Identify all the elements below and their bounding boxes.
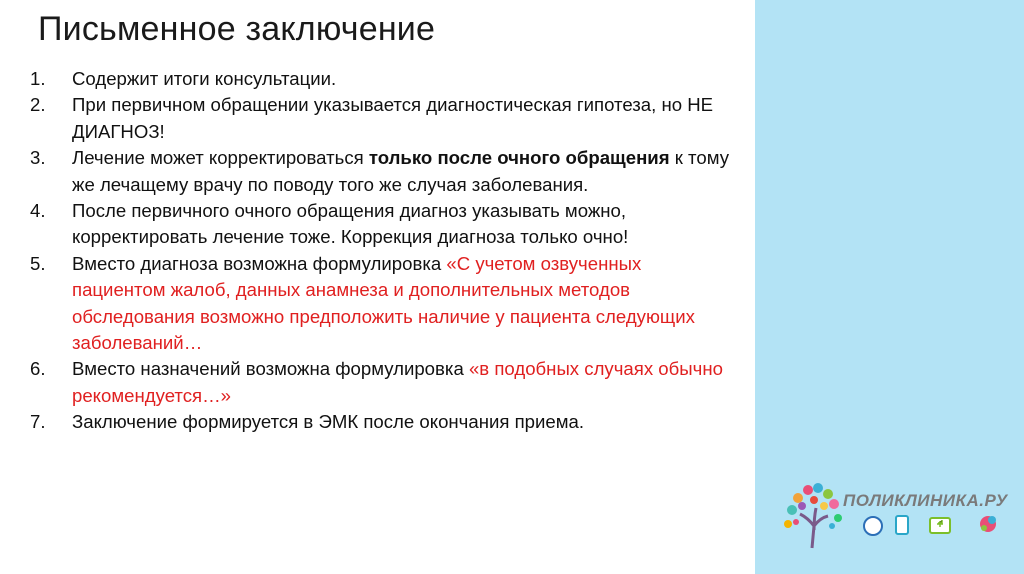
list-item [30, 92, 730, 145]
list-item-text: Лечение может корректироваться [72, 147, 369, 169]
list-item-text: Заключение формируется в ЭМК после окончания приема. [72, 411, 585, 433]
highlight-text: «в подобных случаях обычно рекомендуется…» [72, 358, 723, 406]
list-item-number: 2. [30, 94, 46, 116]
list-item [30, 409, 730, 435]
slide-title: Письменное заключение [38, 10, 436, 48]
list-item-number: 3. [30, 147, 46, 169]
list-item [30, 251, 730, 357]
highlight-text: «С учетом озвученных пациентом жалоб, данных анамнеза и дополнительных методов обследования возможно предположить наличие у пациента следующих заболеваний… [72, 252, 695, 354]
list-item [30, 145, 730, 198]
logo-wordmark: ПОЛИКЛИНИКА.РУ [843, 491, 1008, 510]
poliklinika-logo [778, 478, 1018, 550]
list-item-text: Вместо назначений возможна формулировка [72, 358, 469, 380]
list-item-number: 5. [30, 252, 46, 274]
list-item-number: 6. [30, 358, 46, 380]
list-item-text: При первичном обращении указывается диагностическая гипотеза, но НЕ ДИАГНОЗ! [72, 94, 714, 142]
list-item [30, 66, 730, 92]
list-item-text: к тому же лечащему врачу по поводу того же случая заболевания. [72, 147, 729, 195]
list-item [30, 356, 730, 409]
list-item-number: 4. [30, 200, 46, 222]
list-item-number: 1. [30, 68, 46, 89]
list-item-text: Вместо диагноза возможна формулировка [72, 252, 447, 274]
emphasis-text: только после очного обращения [368, 147, 670, 169]
list-item-number: 7. [30, 411, 46, 433]
list-item-text: Содержит итоги консультации. [72, 68, 337, 89]
list-item [30, 198, 730, 251]
conclusion-list [30, 66, 730, 436]
list-item-text: После первичного очного обращения диагноз указывать можно, корректировать лечение тоже. Коррекция диагноза только очно! [72, 200, 629, 248]
